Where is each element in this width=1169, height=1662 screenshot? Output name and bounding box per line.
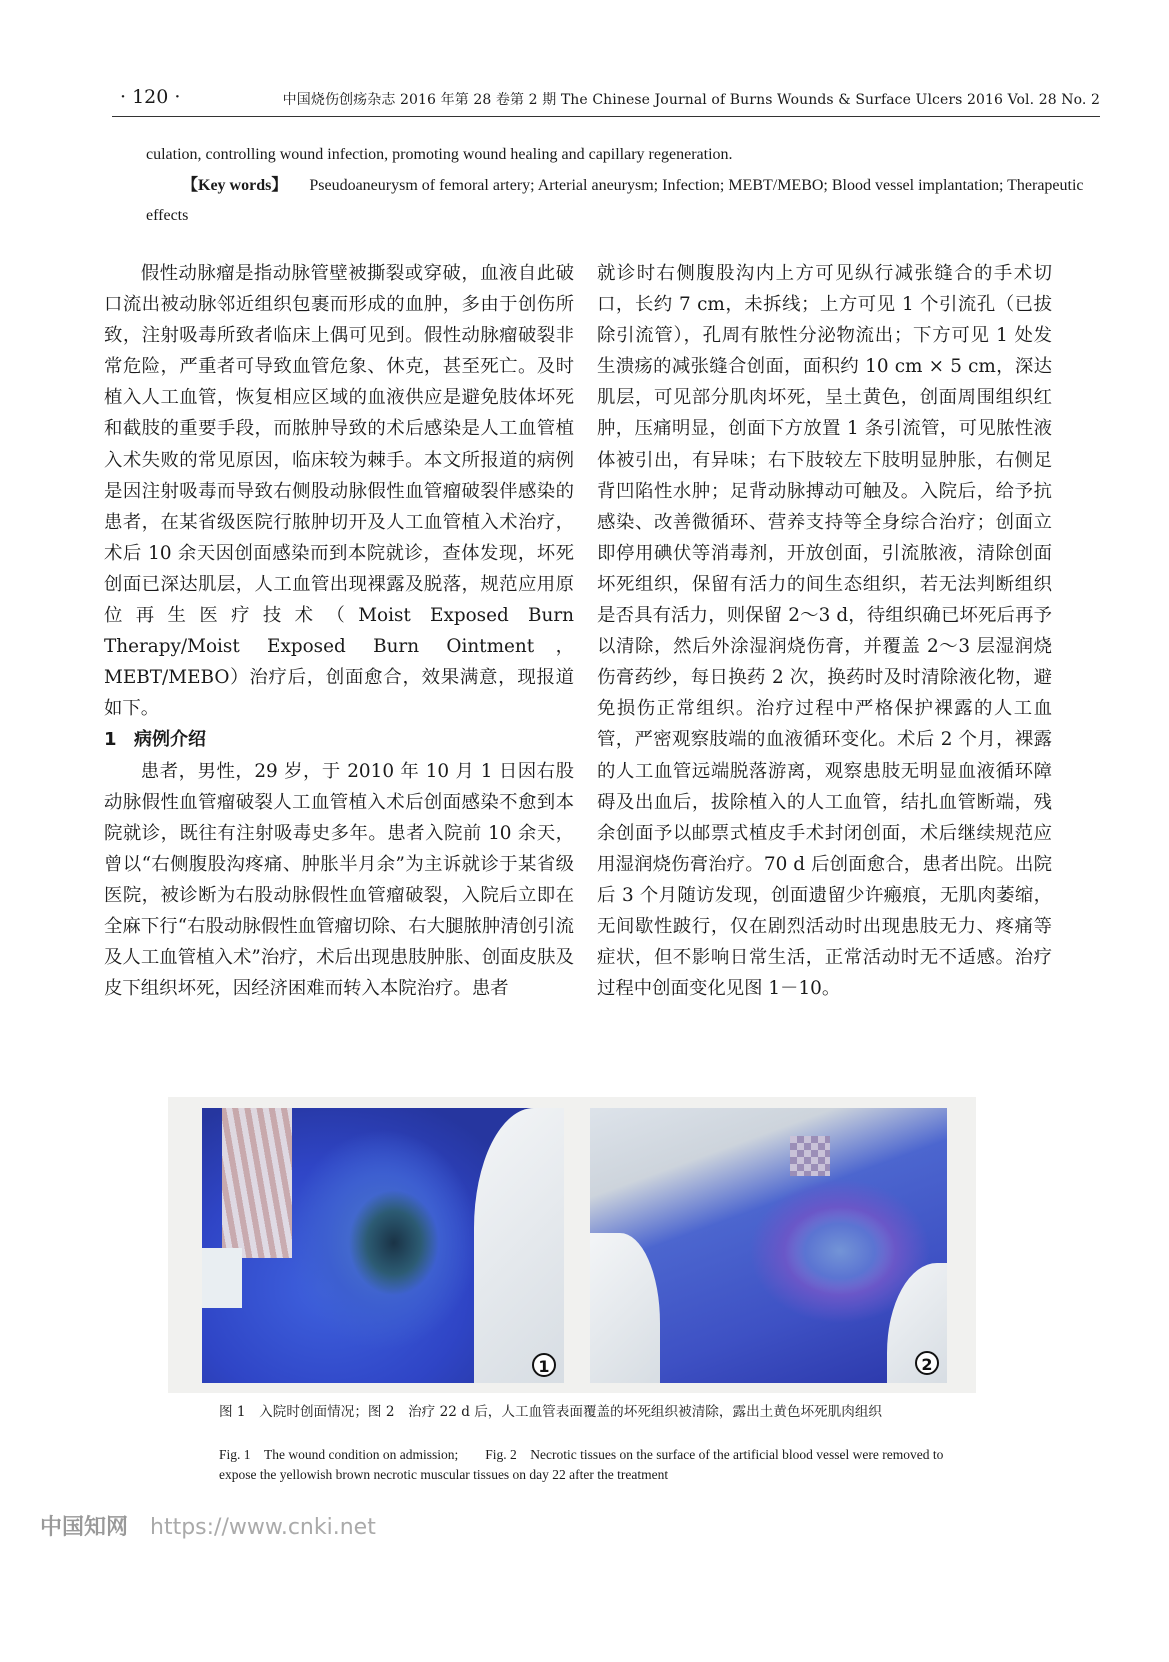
header-rule xyxy=(112,116,1100,117)
section-number: 1 xyxy=(104,729,117,751)
intro-paragraph: 假性动脉瘤是指动脉管壁被撕裂或穿破，血液自此破口流出被动脉邻近组织包裹而形成的血肿，多由于创伤所致，注射吸毒所致者临床上偶可见到。假性动脉瘤破裂非常危险，严重者可导致血管危象、休克，甚至死亡。及时植入人工血管，恢复相应区域的血液供应是避免肢体坏死和截肢的重要手段，而脓肿导致的术后感染是人工血管植入术失败的常见原因，临床较为棘手。本文所报道的病例是因注射吸毒而导致右侧股动脉假性血管瘤破裂伴感染的患者，在某省级医院行脓肿切开及人工血管植入术治疗，术后 10 余天因创面感染而到本院就诊，查体发现，坏死创面已深达肌层，人工血管出现裸露及脱落，规范应用原位再生医疗技术（Moist Exposed Burn Therapy/Moist Exposed Burn Ointment，MEBT/MEBO）治疗后，创面愈合，效果满意，现报道如下。 xyxy=(104,263,574,720)
watermark-brand: 中国知网 xyxy=(40,1515,129,1540)
page-number: · 120 · xyxy=(120,86,181,108)
keywords-text: Pseudoaneurysm of femoral artery; Arterial aneurysm; Infection; MEBT/MEBO; Blood vessel implantation; Therapeutic effects xyxy=(146,177,1084,224)
body-column-right xyxy=(597,258,1052,1004)
wound-photo-1 xyxy=(202,1108,564,1383)
section-title: 病例介绍 xyxy=(134,729,206,751)
case-continuation-paragraph: 就诊时右侧腹股沟内上方可见纵行减张缝合的手术切口，长约 7 cm，未拆线；上方可见 1 个引流孔（已拔除引流管），孔周有脓性分泌物流出；下方可见 1 处发生溃疡的减张缝合创面，面积约 10 cm × 5 cm，深达肌层，可见部分肌肉坏死，呈土黄色，创面周围组织红肿，压痛明显，创面下方放置 1 条引流管，可见脓性液体被引出，有异味；右下肢较左下肢明显肿胀，右侧足背凹陷性水肿；足背动脉搏动可触及。入院后，给予抗感染、改善微循环、营养支持等全身综合治疗；创面立即停用碘伏等消毒剂，开放创面，引流脓液，清除创面坏死组织，保留有活力的间生态组织，若无法判断组织是否具有活力，则保留 2～3 d，待组织确已坏死后再予以清除，然后外涂湿润烧伤膏，并覆盖 2～3 层湿润烧伤膏药纱，每日换药 2 次，换药时及时清除液化物，避免损伤正常组织。治疗过程中严格保护裸露的人工血管，严密观察肢端的血液循环变化。术后 2 个月，裸露的人工血管远端脱落游离，观察患肢无明显血液循环障碍及出血后，拔除植入的人工血管，结扎血管断端，残余创面予以邮票式植皮手术封闭创面，术后继续规范应用湿润烧伤膏治疗。70 d 后创面愈合，患者出院。出院后 3 个月随访发现，创面遗留少许瘢痕，无肌肉萎缩，无间歇性跛行，仅在剧烈活动时出现患肢无力、疼痛等症状，但不影响日常生活，正常活动时无不适感。治疗过程中创面变化见图 1－10。 xyxy=(597,263,1053,1000)
abstract-continuation: culation, controlling wound infection, promoting wound healing and capillary regeneration. xyxy=(146,146,733,163)
journal-citation: 中国烧伤创疡杂志 2016 年第 28 卷第 2 期 The Chinese Journal of Burns Wounds & Surface Ulcers 2016 Vol. 28 No. 2 xyxy=(282,92,1100,108)
running-header xyxy=(110,86,1100,116)
case-paragraph: 患者，男性，29 岁，于 2010 年 10 月 1 日因右股动脉假性血管瘤破裂人工血管植入术后创面感染不愈到本院就诊，既往有注射吸毒史多年。患者入院前 10 余天，曾以“右侧腹股沟疼痛、肿胀半月余”为主诉就诊于某省级医院，被诊断为右股动脉假性血管瘤破裂，入院后立即在全麻下行“右股动脉假性血管瘤切除、右大腿脓肿清创引流及人工血管植入术”治疗，术后出现患肢肿胀、创面皮肤及皮下组织坏死，因经济困难而转入本院治疗。患者 xyxy=(104,760,574,1000)
cnki-watermark xyxy=(40,1510,376,1541)
wound-photo-2 xyxy=(590,1108,947,1383)
keywords-label: 【Key words】 xyxy=(182,177,288,194)
striped-cloth xyxy=(222,1108,292,1258)
keywords xyxy=(146,171,1086,231)
section-heading xyxy=(104,724,574,755)
photo-number-badge-1: 1 xyxy=(532,1353,556,1377)
cloth-right xyxy=(474,1108,564,1383)
photo-number-badge-2: 2 xyxy=(915,1351,939,1375)
cloth-bottom-left xyxy=(590,1233,660,1383)
watermark-url: https://www.cnki.net xyxy=(150,1515,376,1540)
cloth-left xyxy=(202,1248,242,1308)
body-column-left xyxy=(104,258,574,1004)
privacy-mosaic xyxy=(790,1136,830,1176)
figure-caption-cn: 图 1 入院时创面情况；图 2 治疗 22 d 后，人工血管表面覆盖的坏死组织被清除，露出土黄色坏死肌肉组织 xyxy=(219,1404,883,1420)
figure-caption-en: Fig. 1 The wound condition on admission; Fig. 2 Necrotic tissues on the surface of the artificial blood vessel were removed to expose the yellowish brown necrotic muscular tissues on day 22 after the treatment xyxy=(219,1447,944,1482)
